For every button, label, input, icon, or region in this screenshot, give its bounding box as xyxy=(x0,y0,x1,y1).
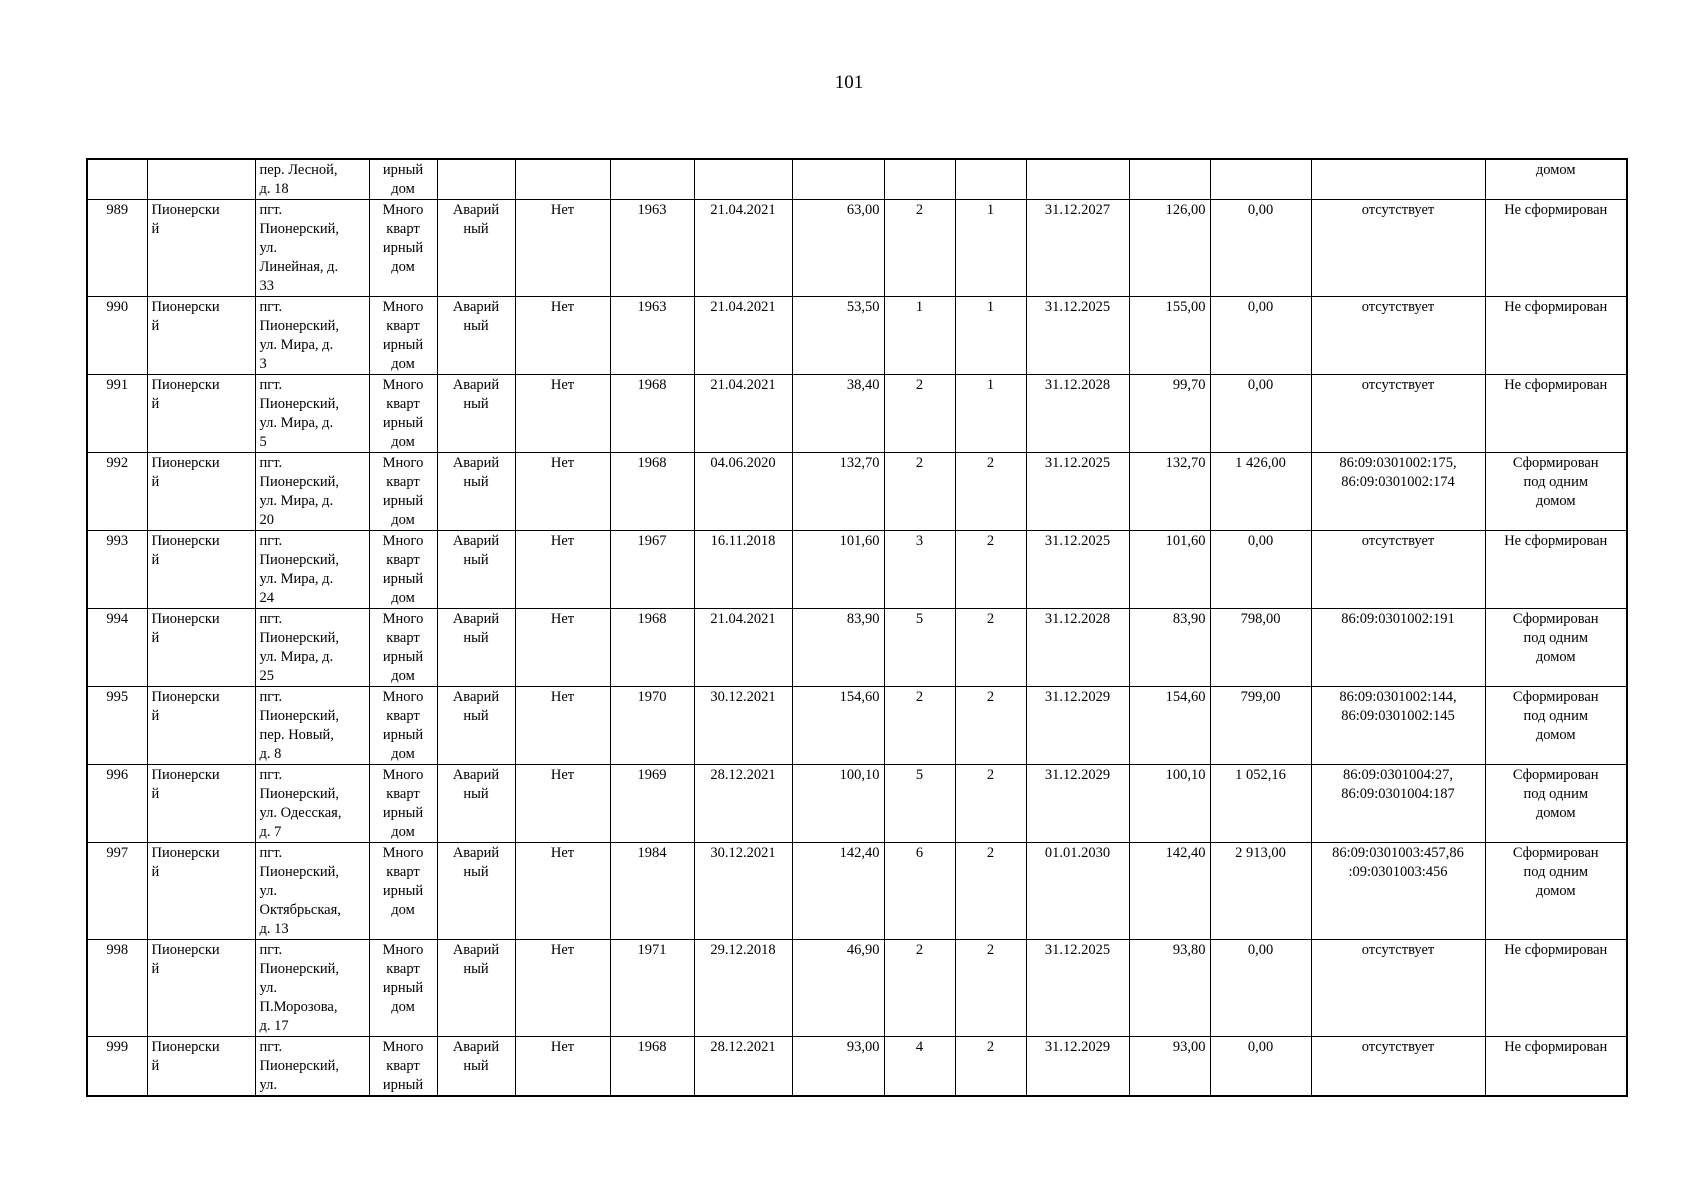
cell-area-2: 93,80 xyxy=(1129,940,1210,1037)
cell-status: Не сформирован xyxy=(1485,940,1627,1037)
cell-year: 1971 xyxy=(610,940,694,1037)
cell-status: Сформирован под одним домом xyxy=(1485,687,1627,765)
cell-area-2: 155,00 xyxy=(1129,297,1210,375)
cell-deadline: 01.01.2030 xyxy=(1026,843,1129,940)
cell-number: 998 xyxy=(87,940,147,1037)
cell-date: 29.12.2018 xyxy=(694,940,792,1037)
cell-sum xyxy=(1210,159,1311,200)
cell-condition: Аварий ный xyxy=(437,453,515,531)
cell-cadastral: отсутствует xyxy=(1311,1037,1485,1097)
cell-flag: Нет xyxy=(515,375,610,453)
cell-sum: 2 913,00 xyxy=(1210,843,1311,940)
cell-count-2: 2 xyxy=(955,843,1026,940)
cell-flag: Нет xyxy=(515,200,610,297)
cell-status: Не сформирован xyxy=(1485,375,1627,453)
cell-year: 1968 xyxy=(610,375,694,453)
cell-sum: 0,00 xyxy=(1210,940,1311,1037)
cell-number xyxy=(87,159,147,200)
cell-address: пгт. Пионерский, ул. Мира, д. 3 xyxy=(255,297,369,375)
table-row xyxy=(87,609,1627,687)
cell-area-2: 154,60 xyxy=(1129,687,1210,765)
cell-count-1: 2 xyxy=(884,453,955,531)
cell-number: 992 xyxy=(87,453,147,531)
cell-year: 1969 xyxy=(610,765,694,843)
cell-area: 83,90 xyxy=(792,609,884,687)
cell-count-2: 2 xyxy=(955,765,1026,843)
cell-area-2: 99,70 xyxy=(1129,375,1210,453)
cell-address: пгт. Пионерский, ул. Мира, д. 20 xyxy=(255,453,369,531)
cell-flag xyxy=(515,159,610,200)
cell-sum: 0,00 xyxy=(1210,297,1311,375)
cell-building-type: Много кварт ирный дом xyxy=(369,453,437,531)
page-number: 101 xyxy=(834,72,864,93)
cell-number: 991 xyxy=(87,375,147,453)
cell-count-1 xyxy=(884,159,955,200)
cell-sum: 0,00 xyxy=(1210,200,1311,297)
table-row xyxy=(87,940,1627,1037)
cell-area-2: 132,70 xyxy=(1129,453,1210,531)
cell-area: 101,60 xyxy=(792,531,884,609)
cell-count-1: 1 xyxy=(884,297,955,375)
cell-settlement: Пионерски й xyxy=(147,609,255,687)
table-body xyxy=(87,159,1627,1096)
cell-settlement xyxy=(147,159,255,200)
cell-condition: Аварий ный xyxy=(437,200,515,297)
cell-count-2: 2 xyxy=(955,531,1026,609)
cell-count-2: 2 xyxy=(955,609,1026,687)
cell-cadastral: отсутствует xyxy=(1311,375,1485,453)
cell-year: 1963 xyxy=(610,200,694,297)
cell-status: Сформирован под одним домом xyxy=(1485,765,1627,843)
cell-count-1: 2 xyxy=(884,687,955,765)
cell-condition: Аварий ный xyxy=(437,687,515,765)
cell-number: 990 xyxy=(87,297,147,375)
cell-count-2: 2 xyxy=(955,453,1026,531)
cell-deadline: 31.12.2029 xyxy=(1026,765,1129,843)
cell-area: 100,10 xyxy=(792,765,884,843)
cell-cadastral: 86:09:0301002:175, 86:09:0301002:174 xyxy=(1311,453,1485,531)
cell-address: пгт. Пионерский, ул. Мира, д. 5 xyxy=(255,375,369,453)
cell-number: 996 xyxy=(87,765,147,843)
cell-flag: Нет xyxy=(515,297,610,375)
cell-status: Не сформирован xyxy=(1485,200,1627,297)
table-row xyxy=(87,843,1627,940)
cell-building-type: Много кварт ирный дом xyxy=(369,940,437,1037)
cell-number: 993 xyxy=(87,531,147,609)
cell-condition: Аварий ный xyxy=(437,609,515,687)
cell-status: Не сформирован xyxy=(1485,531,1627,609)
cell-address: пгт. Пионерский, пер. Новый, д. 8 xyxy=(255,687,369,765)
cell-building-type: Много кварт ирный дом xyxy=(369,297,437,375)
cell-area-2: 93,00 xyxy=(1129,1037,1210,1097)
cell-flag: Нет xyxy=(515,843,610,940)
cell-count-2: 2 xyxy=(955,687,1026,765)
cell-cadastral: 86:09:0301003:457,86 :09:0301003:456 xyxy=(1311,843,1485,940)
cell-count-1: 3 xyxy=(884,531,955,609)
cell-settlement: Пионерски й xyxy=(147,765,255,843)
cell-cadastral: отсутствует xyxy=(1311,940,1485,1037)
cell-count-1: 2 xyxy=(884,375,955,453)
cell-area-2: 126,00 xyxy=(1129,200,1210,297)
cell-date: 28.12.2021 xyxy=(694,765,792,843)
cell-status: Сформирован под одним домом xyxy=(1485,843,1627,940)
cell-year: 1968 xyxy=(610,609,694,687)
table-row-continued xyxy=(87,159,1627,200)
cell-deadline: 31.12.2025 xyxy=(1026,531,1129,609)
cell-count-1: 5 xyxy=(884,765,955,843)
cell-building-type: Много кварт ирный дом xyxy=(369,609,437,687)
table-row xyxy=(87,687,1627,765)
cell-year: 1967 xyxy=(610,531,694,609)
cell-cadastral: отсутствует xyxy=(1311,297,1485,375)
cell-deadline xyxy=(1026,159,1129,200)
cell-flag: Нет xyxy=(515,687,610,765)
cell-deadline: 31.12.2025 xyxy=(1026,453,1129,531)
cell-flag: Нет xyxy=(515,531,610,609)
cell-settlement: Пионерски й xyxy=(147,453,255,531)
cell-condition xyxy=(437,159,515,200)
cell-condition: Аварий ный xyxy=(437,940,515,1037)
cell-condition: Аварий ный xyxy=(437,531,515,609)
cell-sum: 0,00 xyxy=(1210,1037,1311,1097)
table-row xyxy=(87,453,1627,531)
cell-area-2: 142,40 xyxy=(1129,843,1210,940)
cell-flag: Нет xyxy=(515,765,610,843)
cell-count-2: 2 xyxy=(955,940,1026,1037)
cell-settlement: Пионерски й xyxy=(147,297,255,375)
cell-sum: 1 426,00 xyxy=(1210,453,1311,531)
cell-address: пгт. Пионерский, ул. П.Морозова, д. 17 xyxy=(255,940,369,1037)
cell-area: 132,70 xyxy=(792,453,884,531)
cell-building-type: Много кварт ирный дом xyxy=(369,843,437,940)
cell-condition: Аварий ный xyxy=(437,375,515,453)
cell-date: 16.11.2018 xyxy=(694,531,792,609)
cell-sum: 0,00 xyxy=(1210,531,1311,609)
cell-area: 53,50 xyxy=(792,297,884,375)
cell-date: 30.12.2021 xyxy=(694,687,792,765)
cell-number: 995 xyxy=(87,687,147,765)
cell-deadline: 31.12.2028 xyxy=(1026,375,1129,453)
cell-sum: 798,00 xyxy=(1210,609,1311,687)
cell-count-2 xyxy=(955,159,1026,200)
cell-date: 21.04.2021 xyxy=(694,200,792,297)
cell-settlement: Пионерски й xyxy=(147,531,255,609)
cell-deadline: 31.12.2027 xyxy=(1026,200,1129,297)
cell-area: 63,00 xyxy=(792,200,884,297)
cell-status: Не сформирован xyxy=(1485,297,1627,375)
cell-sum: 1 052,16 xyxy=(1210,765,1311,843)
cell-number: 999 xyxy=(87,1037,147,1097)
cell-condition: Аварий ный xyxy=(437,297,515,375)
cell-building-type: Много кварт ирный дом xyxy=(369,200,437,297)
cell-year: 1970 xyxy=(610,687,694,765)
cell-flag: Нет xyxy=(515,609,610,687)
cell-condition: Аварий ный xyxy=(437,843,515,940)
cell-address: пгт. Пионерский, ул. Линейная, д. 33 xyxy=(255,200,369,297)
cell-building-type: Много кварт ирный дом xyxy=(369,375,437,453)
cell-address: пгт. Пионерский, ул. Одесская, д. 7 xyxy=(255,765,369,843)
cell-area-2 xyxy=(1129,159,1210,200)
cell-area: 46,90 xyxy=(792,940,884,1037)
cell-year xyxy=(610,159,694,200)
cell-area xyxy=(792,159,884,200)
table-row xyxy=(87,531,1627,609)
table-row xyxy=(87,1037,1627,1097)
cell-date: 28.12.2021 xyxy=(694,1037,792,1097)
table-row xyxy=(87,297,1627,375)
cell-area: 154,60 xyxy=(792,687,884,765)
cell-address: пгт. Пионерский, ул. Октябрьская, д. 13 xyxy=(255,843,369,940)
cell-building-type: Много кварт ирный дом xyxy=(369,765,437,843)
cell-date: 21.04.2021 xyxy=(694,297,792,375)
cell-settlement: Пионерски й xyxy=(147,375,255,453)
cell-settlement: Пионерски й xyxy=(147,843,255,940)
cell-address: пгт. Пионерский, ул. Мира, д. 24 xyxy=(255,531,369,609)
cell-year: 1968 xyxy=(610,453,694,531)
cell-count-1: 6 xyxy=(884,843,955,940)
cell-sum: 799,00 xyxy=(1210,687,1311,765)
cell-count-1: 5 xyxy=(884,609,955,687)
cell-area: 93,00 xyxy=(792,1037,884,1097)
cell-count-1: 4 xyxy=(884,1037,955,1097)
cell-deadline: 31.12.2028 xyxy=(1026,609,1129,687)
cell-building-type: ирный дом xyxy=(369,159,437,200)
cell-area-2: 83,90 xyxy=(1129,609,1210,687)
cell-status: домом xyxy=(1485,159,1627,200)
cell-year: 1968 xyxy=(610,1037,694,1097)
cell-number: 997 xyxy=(87,843,147,940)
cell-deadline: 31.12.2029 xyxy=(1026,687,1129,765)
cell-status: Сформирован под одним домом xyxy=(1485,609,1627,687)
cell-area-2: 101,60 xyxy=(1129,531,1210,609)
cell-count-1: 2 xyxy=(884,940,955,1037)
cell-settlement: Пионерски й xyxy=(147,1037,255,1097)
table-row xyxy=(87,765,1627,843)
cell-flag: Нет xyxy=(515,453,610,531)
cell-area: 38,40 xyxy=(792,375,884,453)
table-row xyxy=(87,200,1627,297)
cell-status: Не сформирован xyxy=(1485,1037,1627,1097)
cell-date: 21.04.2021 xyxy=(694,375,792,453)
cell-area: 142,40 xyxy=(792,843,884,940)
cell-condition: Аварий ный xyxy=(437,1037,515,1097)
cell-building-type: Много кварт ирный дом xyxy=(369,687,437,765)
cell-building-type: Много кварт ирный xyxy=(369,1037,437,1097)
cell-settlement: Пионерски й xyxy=(147,200,255,297)
cell-deadline: 31.12.2025 xyxy=(1026,297,1129,375)
cell-flag: Нет xyxy=(515,1037,610,1097)
cell-flag: Нет xyxy=(515,940,610,1037)
table-row xyxy=(87,375,1627,453)
cell-count-2: 2 xyxy=(955,1037,1026,1097)
housing-registry-table xyxy=(86,158,1628,1097)
cell-number: 989 xyxy=(87,200,147,297)
cell-date: 04.06.2020 xyxy=(694,453,792,531)
cell-cadastral: 86:09:0301002:191 xyxy=(1311,609,1485,687)
cell-address: пгт. Пионерский, ул. xyxy=(255,1037,369,1097)
cell-cadastral: 86:09:0301004:27, 86:09:0301004:187 xyxy=(1311,765,1485,843)
cell-deadline: 31.12.2029 xyxy=(1026,1037,1129,1097)
cell-settlement: Пионерски й xyxy=(147,940,255,1037)
cell-address: пгт. Пионерский, ул. Мира, д. 25 xyxy=(255,609,369,687)
cell-cadastral: отсутствует xyxy=(1311,200,1485,297)
cell-area-2: 100,10 xyxy=(1129,765,1210,843)
cell-cadastral: 86:09:0301002:144, 86:09:0301002:145 xyxy=(1311,687,1485,765)
cell-date xyxy=(694,159,792,200)
cell-count-2: 1 xyxy=(955,200,1026,297)
cell-count-1: 2 xyxy=(884,200,955,297)
cell-address: пер. Лесной, д. 18 xyxy=(255,159,369,200)
cell-count-2: 1 xyxy=(955,375,1026,453)
cell-sum: 0,00 xyxy=(1210,375,1311,453)
cell-date: 30.12.2021 xyxy=(694,843,792,940)
cell-year: 1984 xyxy=(610,843,694,940)
cell-building-type: Много кварт ирный дом xyxy=(369,531,437,609)
cell-count-2: 1 xyxy=(955,297,1026,375)
cell-deadline: 31.12.2025 xyxy=(1026,940,1129,1037)
cell-settlement: Пионерски й xyxy=(147,687,255,765)
cell-number: 994 xyxy=(87,609,147,687)
cell-date: 21.04.2021 xyxy=(694,609,792,687)
cell-status: Сформирован под одним домом xyxy=(1485,453,1627,531)
cell-year: 1963 xyxy=(610,297,694,375)
cell-condition: Аварий ный xyxy=(437,765,515,843)
cell-cadastral xyxy=(1311,159,1485,200)
cell-cadastral: отсутствует xyxy=(1311,531,1485,609)
